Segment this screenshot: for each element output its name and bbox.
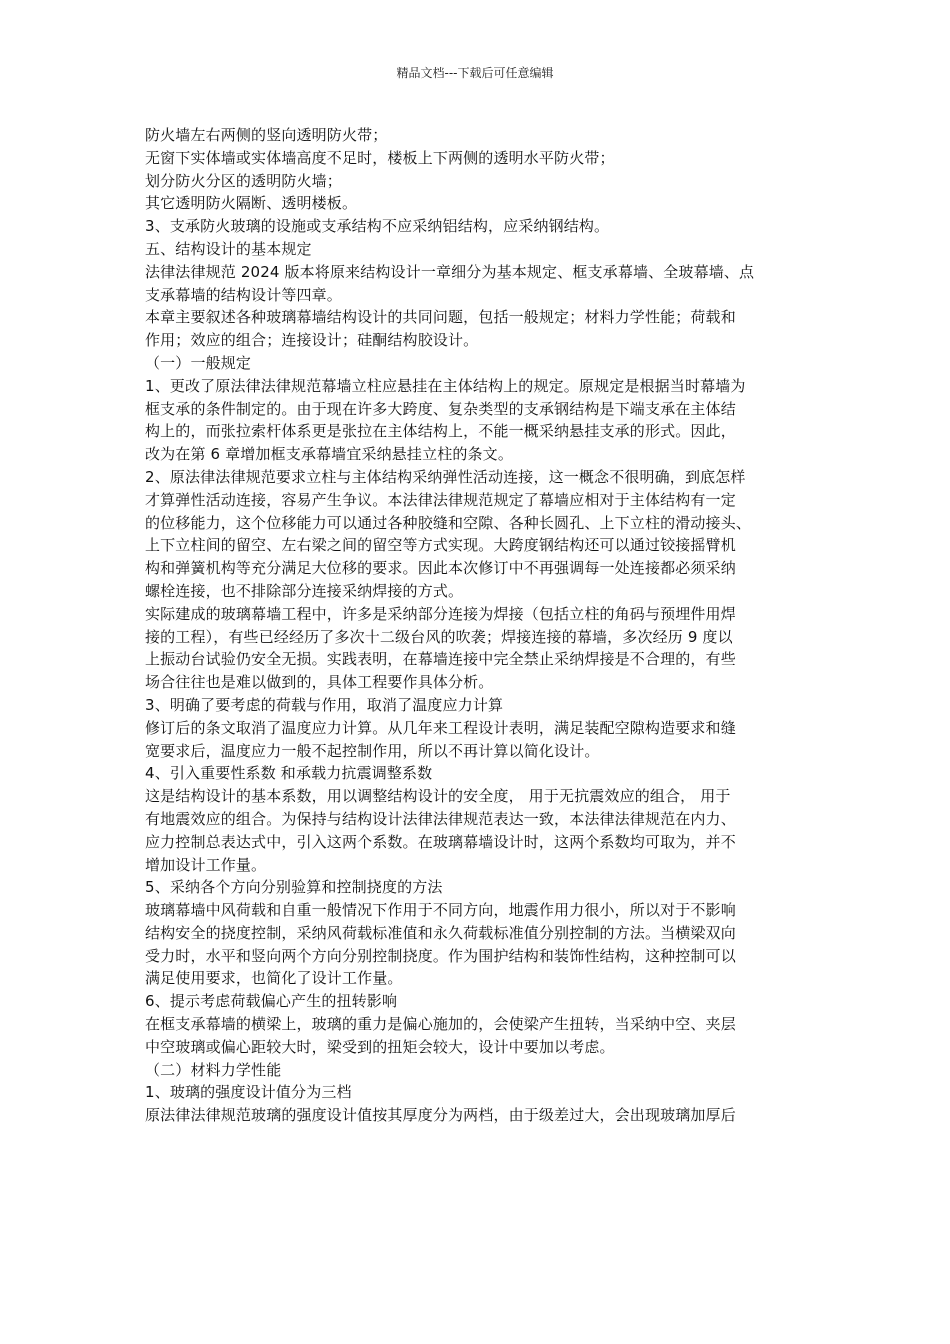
page-header: 精品文档---下载后可任意编辑 <box>396 66 554 80</box>
text-line: 其它透明防火隔断、透明楼板。 <box>145 194 358 213</box>
text-line: 修订后的条文取消了温度应力计算。从几年来工程设计表明，满足装配空隙构造要求和缝 <box>145 718 736 737</box>
text-line: 本章主要叙述各种玻璃幕墙结构设计的共同问题，包括一般规定；材料力学性能；荷载和 <box>145 308 736 327</box>
text-line: 在框支承幕墙的横梁上，玻璃的重力是偏心施加的，会使梁产生扭转，当采纳中空、夹层 <box>145 1015 736 1034</box>
text-line: 受力时，水平和竖向两个方向分别控制挠度。作为围护结构和装饰性结构，这种控制可以 <box>145 946 736 965</box>
subsection-heading: （一）一般规定 <box>145 353 252 372</box>
text-line: 5、采纳各个方向分别验算和控制挠度的方法 <box>145 878 443 897</box>
text-line: 玻璃幕墙中风荷载和自重一般情况下作用于不同方向，地震作用力很小，所以对于不影响 <box>145 901 736 920</box>
text-line: 构上的，而张拉索杆体系更是张拉在主体结构上，不能一概采纳悬挂支承的形式。因此， <box>145 422 736 441</box>
text-line: 宽要求后，温度应力一般不起控制作用，所以不再计算以简化设计。 <box>145 741 600 760</box>
text-line: 支承幕墙的结构设计等四章。 <box>145 285 342 304</box>
text-line: 1、更改了原法律法律规范幕墙立柱应悬挂在主体结构上的规定。原规定是根据当时幕墙为 <box>145 376 746 395</box>
text-line: 作用；效应的组合；连接设计；硅酮结构胶设计。 <box>145 331 479 350</box>
text-line: 才算弹性活动连接，容易产生争议。本法律法律规范规定了幕墙应相对于主体结构有一定 <box>145 490 736 509</box>
text-line: 2、原法律法律规范要求立柱与主体结构采纳弹性活动连接，这一概念不很明确，到底怎样 <box>145 467 746 486</box>
text-line: 结构安全的挠度控制，采纳风荷载标准值和永久荷载标准值分别控制的方法。当横梁双向 <box>145 923 736 942</box>
text-line: 6、提示考虑荷载偏心产生的扭转影响 <box>145 992 398 1011</box>
text-line: 的位移能力，这个位移能力可以通过各种胶缝和空隙、各种长圆孔、上下立柱的滑动接头、 <box>145 513 752 532</box>
text-line: 框支承的条件制定的。由于现在许多大跨度、复杂类型的支承钢结构是下端支承在主体结 <box>145 399 736 418</box>
text-line: 有地震效应的组合。为保持与结构设计法律法律规范表达一致，本法律法律规范在内力、 <box>145 809 736 828</box>
text-line: 构和弹簧机构等充分满足大位移的要求。因此本次修订中不再强调每一处连接都必须采纳 <box>145 559 736 578</box>
text-line: 3、明确了要考虑的荷载与作用，取消了温度应力计算 <box>145 695 504 714</box>
text-line: 无窗下实体墙或实体墙高度不足时，楼板上下两侧的透明水平防火带； <box>145 148 615 167</box>
text-line: 划分防火分区的透明防火墙； <box>145 171 342 190</box>
text-line: 上振动台试验仍安全无损。实践表明，在幕墙连接中完全禁止采纳焊接是不合理的，有些 <box>145 650 736 669</box>
text-line: 增加设计工作量。 <box>145 855 267 874</box>
text-line: 满足使用要求，也简化了设计工作量。 <box>145 969 403 988</box>
text-line: 改为在第 6 章增加框支承幕墙宜采纳悬挂立柱的条文。 <box>145 445 513 464</box>
text-line: 这是结构设计的基本系数，用以调整结构设计的安全度， 用于无抗震效应的组合， 用于 <box>145 787 731 806</box>
text-line: 中空玻璃或偏心距较大时，梁受到的扭矩会较大，设计中要加以考虑。 <box>145 1037 615 1056</box>
text-line: 1、玻璃的强度设计值分为三档 <box>145 1083 352 1102</box>
text-line: 接的工程），有些已经经历了多次十二级台风的吹袭；焊接连接的幕墙，多次经历 9 度以 <box>145 627 733 646</box>
section-heading: 五、结构设计的基本规定 <box>145 239 312 258</box>
text-line: 螺栓连接，也不排除部分连接采纳焊接的方式。 <box>145 581 464 600</box>
text-line: 应力控制总表达式中，引入这两个系数。在玻璃幕墙设计时，这两个系数均可取为，并不 <box>145 832 736 851</box>
text-line: 原法律法律规范玻璃的强度设计值按其厚度分为两档，由于级差过大，会出现玻璃加厚后 <box>145 1106 736 1125</box>
text-line: 场合往往也是难以做到的，具体工程要作具体分析。 <box>145 673 494 692</box>
text-line: 3、支承防火玻璃的设施或支承结构不应采纳铝结构，应采纳钢结构。 <box>145 217 610 236</box>
subsection-heading: （二）材料力学性能 <box>145 1060 282 1079</box>
text-line: 上下立柱间的留空、左右梁之间的留空等方式实现。大跨度钢结构还可以通过铰接摇臂机 <box>145 536 736 555</box>
text-line: 防火墙左右两侧的竖向透明防火带； <box>145 126 388 144</box>
text-line: 实际建成的玻璃幕墙工程中，许多是采纳部分连接为焊接（包括立柱的角码与预埋件用焊 <box>145 604 736 623</box>
text-line: 法律法律规范 2024 版本将原来结构设计一章细分为基本规定、框支承幕墙、全玻幕墙、点 <box>145 262 755 281</box>
text-line: 4、引入重要性系数 和承载力抗震调整系数 <box>145 764 433 783</box>
document-body <box>145 124 817 1127</box>
